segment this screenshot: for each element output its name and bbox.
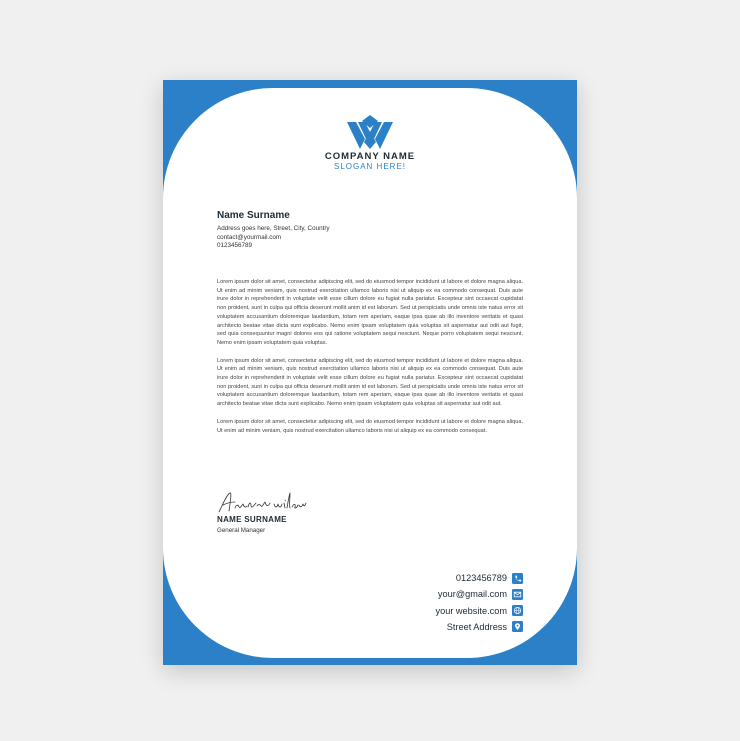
contact-address-text: Street Address [446, 621, 507, 632]
sender-phone: 0123456789 [217, 242, 253, 250]
contact-website [436, 603, 524, 619]
signatory-title: General Manager [217, 527, 266, 534]
body-paragraph-1: Lorem ipsum dolor sit amet, consectetur adipiscing elit, sed do eiusmod tempor incididunt ut labore et dolore magna aliqua. Ut enim ad minim veniam, quis nostrud exercitation ullamco laboris nisi ut aliquip ex ea commodo consequat. Duis aute irure dolor in reprehenderit in voluptate velit esse cillum dolore eu fugiat nulla pariatur. Excepteur sint occaecat cupidatat non proident, sunt in culpa qui officia deserunt mollit anim id est laborum. Sed ut perspiciatis unde omnis iste natus error sit voluptatem accusantium doloremque laudantium, totam rem aperiam, eaque ipsa quae ab illo inventore veritatis et quasi architecto beatae vitae dicta sunt explicabo. Nemo enim ipsam voluptatem quia voluptas sit aspernatur aut odit aut fugit, sed quia consequuntur magni dolores eos qui ratione voluptatem sequi nesciunt. Neque porro voluptatem sequi nesciunt. Nemo enim ipsam voluptatem quia voluptas. [217, 279, 523, 346]
contact-address [436, 619, 524, 635]
contact-email-text: your@gmail.com [437, 589, 507, 600]
letterhead-paper [163, 88, 577, 658]
contact-website-text: your website.com [435, 605, 507, 616]
globe-icon [512, 605, 523, 616]
sender-address: Address goes here, Street, City, Country [217, 225, 330, 232]
letterhead-sheet [163, 80, 577, 665]
sender-block [217, 210, 330, 251]
company-name: COMPANY NAME [324, 151, 416, 162]
mail-icon [512, 589, 523, 600]
handwritten-signature [217, 490, 307, 516]
body-paragraph-2: Lorem ipsum dolor sit amet, consectetur adipiscing elit, sed do eiusmod tempor incididunt ut labore et dolore magna aliqua. Ut enim ad minim veniam, quis nostrud exercitation ullamco laboris nisi ut aliquip ex ea commodo consequat. Duis aute irure dolor in reprehenderit in voluptate velit esse cillum dolore eu fugiat nulla pariatur. Excepteur sint occaecat cupidatat non proident, sunt in culpa qui officia deserunt mollit anim id est laborum. Sed ut perspiciatis unde omnis iste natus error sit voluptatem accusantium doloremque laudantium, totam rem aperiam, eaque ipsa quae ab illo inventore veritatis et quasi architecto beatae vitae dicta sunt explicabo. Nemo enim ipsam voluptatem quia voluptas sit aspernatur aut odit aut. [217, 357, 523, 408]
location-pin-icon [512, 621, 523, 632]
letter-body [217, 278, 523, 444]
contact-email [436, 586, 524, 602]
contact-list [436, 570, 524, 635]
sender-name: Name Surname [217, 210, 290, 221]
company-slogan: SLOGAN HERE! [333, 162, 406, 171]
contact-phone [436, 570, 524, 586]
contact-phone-text: 0123456789 [455, 573, 507, 583]
sender-email: contact@yourmail.com [217, 233, 282, 241]
phone-icon [512, 573, 523, 584]
signatory-name: NAME SURNAME [217, 515, 287, 524]
company-logo-icon [347, 115, 393, 149]
body-paragraph-3: Lorem ipsum dolor sit amet, consectetur adipiscing elit, sed do eiusmod tempor incididunt ut labore et dolore magna aliqua. Ut enim ad minim veniam, quis nostrud exercitation ullamco laboris nisi ut aliquip ex ea commodo consequat. [217, 418, 523, 434]
